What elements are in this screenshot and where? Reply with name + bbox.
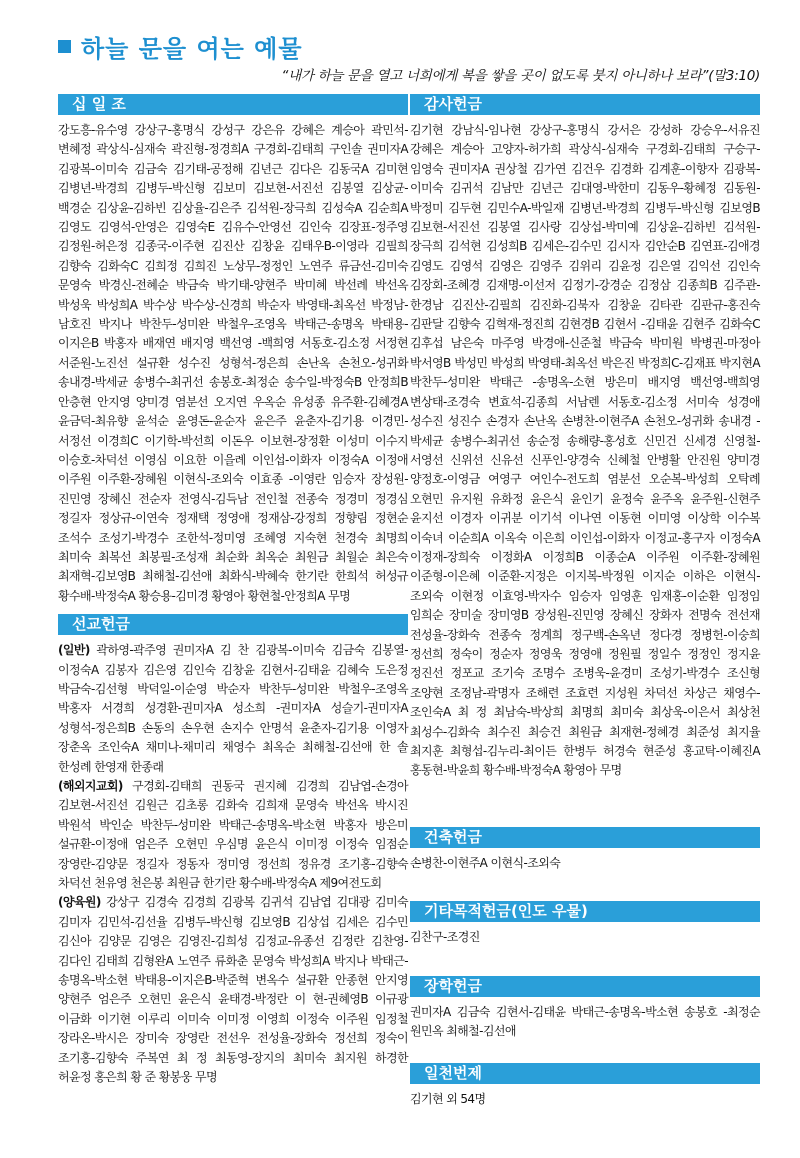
mission-group-orphanage — [58, 893, 408, 1087]
section-heading-firstfruit: 일천번제 — [410, 1063, 760, 1084]
mission-group-text: 강상구 김경숙 김경희 김광복 김귀석 김남엽 김대광 김미숙 김미자 김민석-김선율 김병두-박신형 김보영B 김상섭 김세은 김수민 김신아 김양문 김영은 김영진-김희성 김정교-유종선 김정란 김찬영-김다인 김태희 김형완A 노연주 류화춘 문영숙 박성희A 박지나 박태근-송명옥-박소현 박태용-이지은B-박준혁 변옥수 설규환 안종현 안지영 양현주 엄은주 오현민 윤은식 윤태경-박정란 이 현-권혜영B 이규광 이금화 이기현 이루리 이미숙 이미정 이영희 이정숙 이주원 임정철 장라온-박시은 장미숙 장영란 전선우 전성율-장화숙 정선희 정숙이 조기홍-김향숙 주복연 최 정 최동영-장지의 최미숙 최지원 하경한 허윤정 홍은희 황 준 황봉웅 무명 — [58, 895, 408, 1085]
page-title — [58, 30, 760, 62]
section-heading-thanks: 감사헌금 — [410, 94, 760, 115]
mission-group-label: (해외지교회) — [58, 779, 123, 793]
mission-group-label: (양육원) — [58, 895, 101, 910]
mission-group-text: 곽하영-곽주영 권미자A 김 찬 김광복-이미숙 김금숙 김봉열-이정숙A 김봉자 김은영 김인숙 김창윤 김현서-김태윤 김혜숙 도은정 박금숙-김선형 박덕일-이순영 박순자 박찬두-성미완 박철우-조영옥 박홍자 서경희 성경환-권미자A 성소희 -권미자A 성슬기-권미자A 성형석-정은희B 손동의 손우현 손지수 안명석 윤춘자-김기용 이영자 장춘옥 조인숙A 채미나-채미리 채영수 최옥순 최해철-김선애 한 솔 한성례 한영재 한종래 — [58, 643, 408, 774]
section-heading-building: 건축헌금 — [410, 827, 760, 848]
thanks-list: 김기현 강남식-임나현 강상구-홍명식 강서은 강성하 강승우-서유진 강혜은 계승아 고양자-허가희 곽상식-심재숙 구경회-김태희 구승구-임영숙 권미자A 권상철 김가연 김건우 김경화 김계훈-이향자 김광복-이미숙 김귀석 김남만 김년근 김대영-박한미 김동우-황혜정 김동원-박정미 김두현 김민수A-박일재 김병년-박경희 김병두-박신형 김보영B 김보현-서진선 김봉열 김사랑 김상섭-박미예 김상윤-김하빈 김석원-장극희 김석현 김성희B 김세은-김수민 김시자 김안순B 김연표-김애경 김영도 김영석 김영은 김영주 김위리 김윤정 김은열 김익선 김인숙 김장회-조혜경 김재명-이선저 김정기-강경순 김정삼 김종희B 김주관-한경남 김진산-김필희 김진화-김북자 김창윤 김타관 김판규-홍진숙 김판달 김향숙 김혁재-정진희 김현경B 김현서 -김태윤 김현주 김화숙C 김후섭 남은숙 마주영 박경애-신준철 박금숙 박미원 박병권-마정아 박서영B 박성민 박성희 박영태-최옥선 박은진 박정희C-김재표 박지현A 박찬두-성미완 박태근 -송명옥-소현 방은미 배지영 백선영-백희영 변상태-조경숙 변효석-김종희 서남렌 서동호-김소정 서미숙 성경애 성수진 성진수 손경자 손난옥 손병찬-이현주A 손천오-성귀화 송내경 -박세균 송병수-최귀선 송순정 송해량-홍성호 신민건 신세경 신영철-서영선 신위선 신유선 신푸인-양경숙 신혜철 안병활 안진원 양미경 양정호-이영금 여영구 여인수-전도희 염분선 오순복-박성희 오탁례 오현민 유지원 유화정 윤은식 윤인기 윤정숙 윤주옥 윤주원-신현주 윤지선 이경자 이귀분 이기석 이나연 이동현 이미영 이상학 이수복 이숙녀 이순희A 이옥숙 이은희 이인섭-이화자 이정교-홍구자 이정숙A 이정재-장희숙 이정화A 이정희B 이종순A 이주원 이주환-장혜원 이준형-이은혜 이준환-지정은 이지복-박정원 이지순 이하은 이현식-조외숙 이현정 이효영-박자수 임승자 임영훈 임재홍-이순환 임정임 임희순 장미술 장미영B 장성원-진민영 장혜신 장화자 전명숙 전선재 전성율-장화숙 전종숙 정계희 정구백-손옥년 정다경 정병헌-이숭희 정선희 정숙이 정순자 정영욱 정영애 정원필 정일수 정정인 정지윤 정진선 정포교 조기숙 조명수 조병욱-윤경미 조성기-박경수 조신형 조양현 조정남-곽명자 조해련 조효련 지성원 차덕선 차상근 채영수-조인숙A 최 정 최남숙-박상희 최명희 최미숙 최상욱-이은서 최상천 최성수-김화숙 최수진 최승건 최원금 최재현-정혜경 최준성 최지율 최지훈 최형섭-김누리-최이든 한병두 허경숙 현준성 홍교탁-이혜진A 홍동현-박윤희 황수배-박정숙A 황영아 무명 — [410, 123, 760, 778]
section-heading-mission: 선교헌금 — [58, 614, 408, 635]
left-column — [58, 94, 408, 1110]
section-heading-other: 기타목적헌금(인도 우물) — [410, 901, 760, 922]
mission-group-label: (일반) — [58, 643, 90, 658]
mission-group-general — [58, 641, 408, 777]
square-bullet-icon — [58, 40, 71, 53]
mission-group-overseas — [58, 777, 408, 893]
right-column — [410, 94, 760, 1110]
tithe-list: 강도흥-유수영 강상구-홍명식 강성구 강은유 강혜은 계승아 곽민석-변혜정 곽상식-심재숙 곽진형-정경희A 구경회-김태희 구인솔 권미자A 김광복-이미숙 김금숙 김기태-공정해 김년근 김다은 김동국A 김미현 김병년-박경희 김병두-박신형 김보미 김보현-서진선 김봉열 김상균-백경순 김상윤-김하빈 김상율-김은주 김석원-장극희 김성숙A 김순희A 김영도 김영석-안영은 김영숙E 김유수-안영선 김인숙 김장표-정주영 김정원-허은정 김종국-이주현 김진산 김창윤 김태우B-이영라 김필희 김향숙 김화숙C 김희정 김희진 노상무-정정인 노연주 류금선-김미숙 문영숙 박경신-전혜순 박금숙 박기태-양현주 박미혜 박선례 박선옥 박성욱 박성희A 박수상 박수상-신경희 박순자 박영태-최옥선 박정남-남호진 박지나 박찬두-성미완 박철우-조영옥 박태근-송명옥 박태용-이지은B 박홍자 배재연 배지영 백선영 -백희영 서동호-김소정 서정현 서준원-노진선 설규환 성수진 성형석-정은희 손난옥 손천오-성귀화 송내경-박세균 송병수-최귀선 송봉호-최정순 송수일-박정숙B 안정희B 안층현 안지영 양미경 염분선 오지연 우옥순 유성종 유주환-김혜경A 윤금덕-최유향 윤석순 윤영돈-윤순자 윤은주 윤춘자-김기용 이경민-서정선 이경희C 이기학-박선희 이돈우 이보현-장정환 이성미 이수지 이승호-차덕선 이영심 이요한 이을례 이인섭-이화자 이정숙A 이정애 이주원 이주환-장혜원 이현식-조외숙 이효종 -이영란 임승자 장성원-진민영 장혜신 전순자 전영식-김득남 전인철 전종숙 정경미 정경심 정길자 정상규-이연숙 정재택 정영애 정재삼-강정희 정향림 정현순 조석수 조성기-박경수 조한석-정미영 조혜영 지숙현 천경숙 최명희 최미숙 최복선 최봉필-조성재 최순화 최옥순 최원금 최월순 최은숙 최재혁-김보영B 최해철-김선애 최화식-박혜숙 한기란 한희석 허성규 황수배-박정숙A 황승용-김미경 황영아 황현철-안정희A 무명 — [58, 123, 408, 603]
firstfruit-list: 김기현 외 54명 — [410, 1092, 486, 1107]
other-list: 김찬구-조경진 — [410, 930, 480, 945]
scholarship-list: 권미자A 김금숙 김현서-김태윤 박태근-송명옥-박소현 송봉호 -최정순 원민옥 최해철-김선애 — [410, 1004, 760, 1039]
mission-group-text: 구경회-김태희 권동국 권지혜 김경희 김남엽-손경아 김보현-서진선 김원근 김초롱 김화숙 김희재 문영숙 박선옥 박시진 박원석 박인순 박찬두-성미완 박태근-송명옥-박소현 박홍자 방은미 설규환-이정애 엄은주 오현민 우심명 윤은식 이미정 이정숙 임점순 장영란-김양문 정길자 정동자 정미영 정선희 정유경 조기홍-김향숙 차덕선 천유영 천은봉 최원금 한기란 황수배-박정숙A 제9여전도회 — [58, 779, 408, 891]
section-heading-scholarship: 장학헌금 — [410, 976, 760, 997]
section-heading-tithe: 십 일 조 — [58, 94, 408, 115]
building-list: 손병찬-이현주A 이현식-조외숙 — [410, 855, 561, 870]
title-text: 하늘 문을 여는 예물 — [81, 34, 303, 63]
bible-verse: “내가 하늘 문을 열고 너희에게 복을 쌓을 곳이 없도록 붓지 아니하나 보라”(말3:10) — [281, 68, 760, 84]
columns — [58, 94, 760, 1110]
